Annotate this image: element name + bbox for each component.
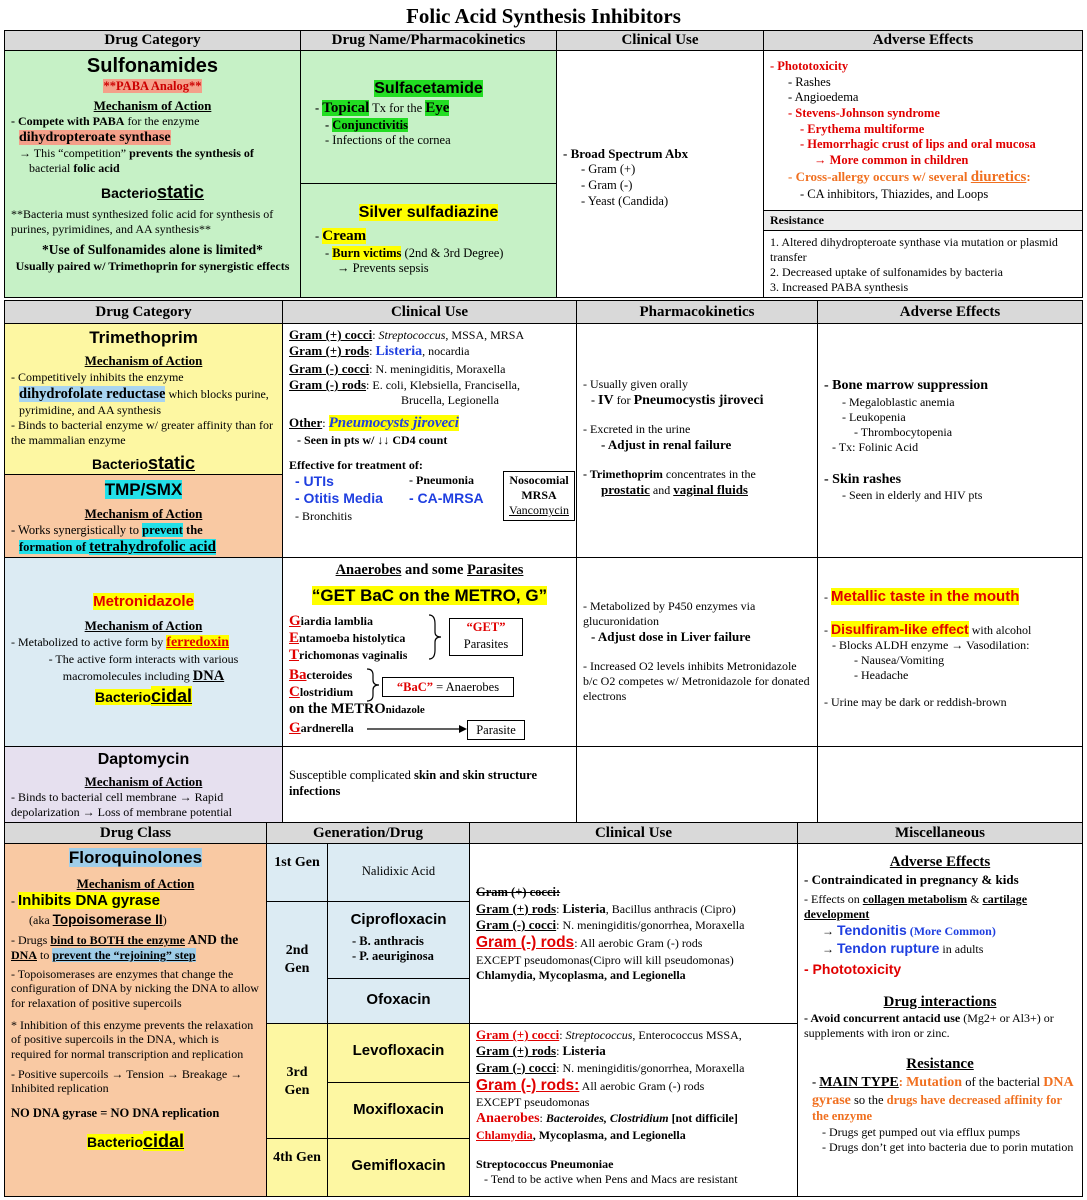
header-miscellaneous: Miscellaneous	[797, 822, 1083, 844]
cd4-note: - Seen in pts w/ ↓↓ CD4 count	[297, 433, 448, 447]
metronidazole-cell	[4, 557, 283, 747]
sulfonamides-cell	[4, 50, 301, 298]
pk-item: for	[613, 393, 634, 407]
tmp-adverse-effects	[817, 323, 1083, 558]
use-item: - Gram (+)	[581, 162, 636, 177]
ae-item: - Erythema multiforme	[800, 121, 925, 136]
organism: richomonas vaginalis	[299, 648, 408, 663]
organism: ardnerella	[300, 721, 354, 736]
other-label: Other	[289, 415, 323, 431]
misc-item: →	[822, 941, 837, 956]
moa-heading: Mechanism of Action	[84, 617, 203, 633]
paired-note: Usually paired w/ Trimethoprin for synergistic effects	[15, 258, 290, 273]
organism: , nocardia	[422, 344, 470, 359]
drug-name: Sulfacetamide	[374, 80, 483, 97]
effective-heading: Effective for treatment of:	[289, 458, 423, 472]
bacteriostatic: static	[148, 452, 196, 473]
ae-item: - CA inhibitors, Thiazides, and Loops	[800, 187, 989, 202]
fq-miscellaneous	[797, 843, 1083, 1197]
organism: All aerobic Gram (-) rods	[579, 1078, 705, 1093]
pk-item: IV	[598, 393, 614, 408]
misc-item: of the bacterial	[962, 1075, 1044, 1089]
mnemonic: “GET BaC on the METRO, G”	[311, 586, 548, 606]
misc-item: Tendon rupture	[837, 939, 940, 956]
floroquinolones-cell	[4, 843, 267, 1197]
sulfa-adverse-effects	[763, 50, 1083, 211]
organism: cteroides	[306, 668, 353, 683]
bactericidal: cidal	[143, 1130, 185, 1151]
tmp-smx-cell	[4, 474, 283, 558]
moa-text: tetrahydrofolic acid	[89, 539, 216, 556]
ae-item: → More common in children	[814, 152, 969, 167]
moa-text: - The active form interacts with various macromolecules including	[48, 651, 239, 683]
organism: Gram (-) cocci	[476, 1059, 557, 1075]
moa-heading: Mechanism of Action	[84, 774, 203, 789]
ae-item: - Headache	[854, 668, 909, 683]
ae-item: - Angioedema	[788, 90, 859, 105]
moa-text: - Compete with PABA	[11, 113, 125, 128]
organism: Gram (-) cocci	[289, 360, 370, 376]
burn: (2nd & 3rd Degree)	[401, 245, 504, 260]
header-clinical-use: Clinical Use	[556, 30, 764, 51]
drug-note: - P. aeuriginosa	[352, 949, 434, 964]
ae-item: - Skin rashes	[824, 471, 902, 487]
header-clinical-use: Clinical Use	[282, 300, 577, 324]
pk-item: -	[591, 393, 598, 407]
misc-item: - Drugs get pumped out via efflux pumps	[822, 1124, 1021, 1139]
misc-item: cartilage development	[804, 892, 1028, 921]
moa-text: bacterial	[29, 161, 74, 176]
bacteriostatic: Bacterio	[100, 185, 157, 202]
use-text: Eye	[425, 100, 450, 116]
metro-clinical-use	[282, 557, 577, 747]
resistance-item: 2. Decreased uptake of sulfonamides by bacteria	[770, 265, 1003, 279]
organism: EXCEPT pseudomonas	[476, 1095, 590, 1110]
moa-text: - Positive supercoils → Tension → Breakage → Inhibited replication	[11, 1067, 243, 1096]
moa-text: to	[37, 948, 53, 963]
organism: Gram (-) cocci	[476, 916, 557, 932]
organism: :	[559, 1028, 566, 1042]
enzyme-name: dihydrofolate reductase	[19, 385, 166, 402]
moa-text: - Binds to bacterial cell membrane → Rapid depolarization → Loss of membrane potential	[11, 790, 232, 820]
organism: Gram (+) rods	[476, 900, 557, 916]
use-text: Susceptible complicated	[289, 768, 414, 782]
header-drug-category: Drug Category	[4, 300, 283, 324]
moa-text: DNA	[11, 948, 37, 963]
indication: - Otitis Media	[295, 490, 383, 506]
use-item: - Broad Spectrum Abx	[563, 146, 689, 161]
use-heading: Anaerobes	[335, 562, 402, 578]
resistance-item: 3. Increased PABA synthesis	[770, 280, 909, 294]
moa-heading: Mechanism of Action	[76, 876, 195, 892]
resistance-heading: Resistance	[763, 210, 1083, 231]
ae-item: - Phototoxicity	[770, 59, 849, 73]
organism: : N. meningiditis, Moraxella	[369, 361, 506, 376]
mnemonic-text: nidazole	[385, 704, 425, 717]
organism: Gram (+) cocci:	[476, 885, 561, 899]
moa-text: Topoisomerase II	[52, 911, 163, 927]
moa-text: * Inhibition of this enzyme prevents the relaxation of positive supercoils in the DNA, which is required for normal transcription and replication	[11, 1017, 254, 1061]
daptomycin-cell	[4, 746, 283, 823]
ae-item: - Blocks ALDH enzyme → Vasodilation:	[832, 638, 1030, 653]
drug-name: Silver sulfadiazine	[358, 204, 499, 221]
organism: :	[369, 344, 376, 359]
organism: :	[372, 328, 379, 342]
organism: Streptococcus	[565, 1028, 633, 1042]
pk-item: - Usually given orally	[583, 377, 688, 391]
moa-heading: Mechanism of Action	[93, 97, 212, 113]
organism: iardia lamblia	[300, 614, 374, 629]
indication: - Pneumonia	[409, 473, 475, 487]
pk-item: - Adjust dose in Liver failure	[591, 629, 751, 644]
moa-text: - Metabolized to active form by	[11, 635, 167, 649]
mnemonic-text: on the METRO	[289, 701, 386, 718]
moa-text: - Works synergistically to	[11, 522, 143, 537]
misc-item: Tendonitis	[837, 922, 907, 938]
mnemonic-letter: E	[289, 630, 300, 647]
misc-heading: Adverse Effects	[889, 854, 991, 870]
moa-text: NO DNA gyrase = NO DNA replication	[11, 1105, 220, 1120]
organism: Streptococcus Pneumoniae	[476, 1156, 614, 1171]
pk-item: concentrates in the	[662, 466, 756, 481]
mnemonic-letter: Ba	[289, 667, 307, 684]
misc-item: - Effects on	[804, 892, 863, 906]
moa-text: for the enzyme	[124, 113, 200, 128]
mnemonic-letter: C	[289, 684, 300, 701]
organism: :	[556, 1044, 563, 1059]
header-drug-name: Drug Name/Pharmacokinetics	[300, 30, 557, 51]
limited-note: *Use of Sulfonamides alone is limited*	[42, 241, 263, 257]
moa-text: - Binds to bacterial enzyme w/ greater affinity than for the mammalian enzyme	[11, 417, 274, 447]
bacteriostatic: static	[157, 182, 205, 203]
organism: - Tend to be active when Pens and Macs are resistant	[484, 1171, 738, 1186]
organism: , Bacillus anthracis (Cipro)	[605, 901, 736, 916]
silver-sulfadiazine-cell: Silver sulfadiazine - Cream - Burn victims (2nd & 3rd Degree) → Prevents sepsis	[300, 183, 557, 298]
use-item: - Yeast (Candida)	[581, 193, 669, 208]
metro-adverse-effects: - Metallic taste in the mouth - Disulfiram-like effect with alcohol - Blocks ALDH enzyme → Vasodilation: - Nausea/Vomiting - Headache - Urine may be dark or reddish-brown	[817, 557, 1083, 747]
header-drug-class: Drug Class	[4, 822, 267, 844]
pk-item: - Excreted in the urine	[583, 421, 691, 436]
moa-text: - Competitively inhibits the enzyme	[11, 369, 184, 384]
pk-item: - Increased O2 levels inhibits Metronidazole b/c O2 competes w/ Metronidazole for donated electrons	[583, 659, 810, 704]
organism: Chlamydia	[476, 1127, 533, 1142]
misc-item: so the	[850, 1092, 887, 1107]
page-title: Folic Acid Synthesis Inhibitors	[406, 4, 681, 28]
organism: Listeria	[562, 1043, 606, 1059]
moa-text: which blocks purine, pyrimidine, and AA synthesis	[19, 386, 269, 417]
dapto-pk-empty	[576, 746, 818, 823]
bac-box-text: “BaC”	[396, 680, 434, 695]
misc-item: &	[967, 892, 983, 906]
header-adverse-effects: Adverse Effects	[817, 300, 1083, 324]
enzyme-name: dihydropteroate synthase	[19, 129, 171, 145]
use-heading: Parasites	[467, 562, 524, 578]
moa-text: the	[182, 522, 203, 537]
header-drug-category: Drug Category	[4, 30, 301, 51]
moa-text: folic acid	[73, 161, 120, 176]
moa-text: prevent the “rejoining” step	[52, 948, 196, 963]
indication: - Bronchitis	[295, 509, 352, 523]
levofloxacin: Levofloxacin	[327, 1023, 470, 1083]
moa-text: ferredoxin	[166, 635, 230, 650]
organism: : N. meningiditis/gonorrhea, Moraxella	[556, 1060, 745, 1075]
ae-item: with alcohol	[968, 622, 1032, 637]
misc-item: - Avoid concurrent antacid use	[804, 1011, 961, 1026]
ae-item: - Megaloblastic anemia	[842, 394, 955, 409]
bactericidal: Bacterio	[94, 688, 151, 705]
misc-item: - Drugs don’t get into bacteria due to porin mutation	[822, 1139, 1074, 1154]
organism: : All aerobic Gram (-) rods	[574, 936, 703, 951]
organism: Gram (+) rods	[289, 343, 370, 359]
moa-text: prevent	[142, 522, 183, 537]
ae-item: diuretics	[970, 169, 1027, 186]
bac-box-text: = Anaerobes	[433, 680, 500, 695]
metro-pharmacokinetics	[576, 557, 818, 747]
ofoxacin: Ofoxacin	[327, 978, 470, 1024]
drug-name: Floroquinolones	[68, 848, 203, 867]
moa-text: AND the	[185, 932, 239, 948]
organism: Bacteroides, Clostridium	[545, 1111, 669, 1126]
mnemonic-letter: G	[289, 613, 301, 630]
fq-clinical-use-early	[469, 843, 798, 1024]
organism: Gram (-) rods:	[476, 1076, 580, 1094]
moa-text: )	[162, 912, 167, 927]
bactericidal: Bacterio	[86, 1133, 143, 1150]
trimethoprim-cell	[4, 323, 283, 475]
sulfa-clinical-use	[556, 50, 764, 298]
ae-item: Metallic taste in the mouth	[831, 588, 1020, 605]
drug-name: Trimethoprim	[89, 328, 198, 347]
gen-3: 3rd Gen	[266, 1023, 328, 1139]
use-text: Topical	[322, 100, 370, 116]
misc-item: -	[812, 1075, 820, 1089]
drug-name: Daptomycin	[97, 751, 190, 768]
pk-item: - Adjust in renal failure	[601, 436, 732, 452]
tmp-pharmacokinetics	[576, 323, 818, 558]
organism: , Mycoplasma, and Legionella	[532, 1127, 686, 1142]
fq-clinical-use-late	[469, 1023, 798, 1197]
use-text: -	[325, 117, 333, 132]
burn: Burn victims	[332, 245, 402, 260]
header-generation-drug: Generation/Drug	[266, 822, 470, 844]
misc-heading: Resistance	[906, 1056, 974, 1073]
drug-name: Ciprofloxacin	[350, 911, 447, 928]
pneumocystis: Pneumocysts jiroveci	[328, 415, 459, 432]
organism: Gram (+) rods	[476, 1043, 557, 1059]
ciprofloxacin-cell	[327, 901, 470, 979]
gen-1: 1st Gen	[266, 843, 328, 902]
moxifloxacin: Moxifloxacin	[327, 1082, 470, 1139]
drug-name: Sulfonamides	[86, 55, 219, 77]
prevents-sepsis: → Prevents sepsis	[337, 261, 429, 276]
misc-item: DNA gyrase	[812, 1075, 1073, 1108]
indication: - UTIs	[295, 473, 334, 489]
misc-item: (Mg2+ or Al3+) or supplements with iron or zinc.	[804, 1011, 1054, 1041]
tmp-clinical-use: Gram (+) cocci: Streptococcus, MSSA, MRSA Gram (+) rods: Listeria, nocardia Gram (-) cocci: N. meningiditis, Moraxella Gram (-) rods: E. coli, Klebsiella, Francisella, Brucella, Legionella Other: Pneumocysts jiroveci - Seen in pts w/ ↓↓ CD4 count Effective for treatment of: - UTIs - Otitis Media - Bronchitis - Pneumonia - CA-MRSA Nosocomial MRSA Vancomycin	[282, 323, 577, 558]
resistance-cell	[763, 230, 1083, 298]
misc-heading: Drug interactions	[883, 993, 997, 1010]
nalidixic-acid: Nalidixic Acid	[327, 843, 470, 902]
pk-item: and	[649, 482, 674, 497]
ae-item: - Leukopenia	[842, 409, 906, 424]
nosocomial-text: Vancomycin	[509, 503, 569, 517]
ae-item: - Tx: Folinic Acid	[832, 439, 919, 454]
nosocomial-text: MRSA	[521, 488, 557, 502]
use-item: - Gram (-)	[581, 177, 633, 192]
ae-item: - Cross-allergy occurs w/ several	[788, 169, 971, 185]
gen-2: 2nd Gen	[266, 901, 328, 1024]
header-adverse-effects: Adverse Effects	[763, 30, 1083, 51]
ae-item: Disulfiram-like effect	[831, 620, 969, 637]
moa-text: -	[11, 893, 18, 908]
sulfacetamide-cell	[300, 50, 557, 184]
misc-item: Mutation	[906, 1075, 963, 1090]
use-text: - Infections of the cornea	[325, 133, 451, 148]
get-box-text: “GET”	[466, 620, 506, 635]
organism: Anaerobes	[476, 1111, 540, 1127]
note: **Bacteria must synthesized folic acid for synthesis of purines, pyrimidines, and AA synthesis**	[11, 206, 274, 236]
moa-text: - Drugs	[11, 933, 51, 948]
organism: : E. coli, Klebsiella, Francisella,	[366, 378, 520, 392]
bac-box	[382, 677, 514, 697]
bactericidal: cidal	[151, 685, 193, 706]
use-text: Conjunctivitis	[332, 117, 408, 132]
moa-text: DNA	[192, 667, 225, 684]
misc-item: →	[822, 924, 837, 938]
ae-item: - Rashes	[788, 74, 831, 89]
misc-item: collagen metabolism	[862, 892, 968, 906]
cream: Cream	[322, 228, 367, 244]
moa-text: Inhibits DNA gyrase	[18, 891, 160, 909]
ae-item: - Urine may be dark or reddish-brown	[824, 695, 1007, 710]
ae-item: - Hemorrhagic crust of lips and oral mucosa	[800, 137, 1036, 152]
misc-item: MAIN TYPE	[819, 1075, 899, 1090]
organism: Gram (+) cocci	[289, 327, 373, 342]
ae-item: - Bone marrow suppression	[824, 378, 989, 393]
mnemonic-letter: G	[289, 720, 301, 737]
organism: : N. meningiditis/gonorrhea, Moraxella	[556, 917, 745, 932]
dapto-ae-empty	[817, 746, 1083, 823]
use-heading: and some	[401, 562, 468, 578]
organism: lostridium	[299, 685, 354, 700]
moa-text: bind to BOTH the enzyme	[50, 933, 185, 948]
organism: Gram (+) cocci	[476, 1027, 560, 1042]
get-box	[449, 618, 523, 656]
organism: Listeria	[562, 900, 606, 916]
moa-text: (aka	[29, 912, 53, 927]
misc-item: (More Common)	[906, 924, 996, 938]
misc-item: :	[898, 1075, 907, 1089]
moa-heading: Mechanism of Action	[84, 353, 203, 369]
misc-item: drugs have decreased affinity for the enzyme	[812, 1092, 1062, 1123]
misc-item: - Contraindicated in pregnancy & kids	[804, 871, 1019, 887]
misc-item: in adults	[939, 941, 984, 956]
mnemonic-letter: T	[289, 647, 300, 664]
dapto-clinical-use	[282, 746, 577, 823]
organism: ntamoeba histolytica	[299, 631, 406, 646]
get-box-text: Parasites	[463, 637, 509, 652]
organism: :	[539, 1111, 546, 1126]
nosocomial-box	[503, 471, 575, 521]
organism: Streptococcus	[378, 328, 446, 342]
ae-item: - Stevens-Johnson syndrome	[788, 105, 940, 120]
nosocomial-text: Nosocomial	[509, 473, 569, 487]
misc-item: - Phototoxicity	[804, 961, 902, 977]
use-text: skin and skin structure infections	[289, 768, 538, 798]
pk-item: prostatic	[601, 481, 650, 497]
organism: Brucella, Legionella	[401, 393, 499, 408]
use-text: -	[315, 101, 323, 115]
moa-text: formation of	[19, 540, 90, 555]
organism: EXCEPT pseudomonas(Cipro will kill pseudomonas)	[476, 952, 734, 967]
pk-item: vaginal fluids	[673, 481, 748, 497]
organism: Listeria	[375, 344, 423, 360]
paba-analog: **PABA Analog**	[103, 79, 202, 93]
parasite-box: Parasite	[467, 720, 525, 740]
pk-item: - Trimethoprim	[583, 466, 663, 481]
ae-item: - Nausea/Vomiting	[854, 653, 945, 668]
organism: , MSSA, MRSA	[445, 328, 525, 342]
gemifloxacin: Gemifloxacin	[327, 1138, 470, 1197]
drug-note: - B. anthracis	[352, 933, 424, 948]
moa-text: - Topoisomerases are enzymes that change the configuration of DNA by nicking the DNA to allow for relaxation of positive supercoils	[11, 966, 259, 1010]
ae-item: - Seen in elderly and HIV pts	[842, 488, 983, 502]
ae-item: - Thrombocytopenia	[854, 424, 953, 439]
organism: Gram (-) rods	[476, 934, 575, 952]
use-text: Tx for the	[369, 101, 426, 115]
moa-text: prevents the synthesis of	[129, 146, 254, 161]
bacteriostatic: Bacterio	[91, 455, 148, 472]
indication: - CA-MRSA	[409, 490, 484, 506]
moa-heading: Mechanism of Action	[84, 506, 203, 522]
organism: Chlamydia, Mycoplasma, and Legionella	[476, 967, 686, 982]
header-clinical-use: Clinical Use	[469, 822, 798, 844]
ae-item: :	[1026, 169, 1031, 185]
organism: :	[556, 901, 563, 916]
moa-text: → This “competition”	[19, 146, 130, 161]
resistance-item: 1. Altered dihydropteroate synthase via mutation or plasmid transfer	[770, 235, 1058, 264]
pk-item: - Metabolized by P450 enzymes via glucuronidation	[583, 599, 756, 628]
pk-item: Pneumocystis jiroveci	[633, 393, 764, 408]
organism: [not difficile]	[668, 1111, 738, 1126]
organism: , Enterococcus MSSA,	[632, 1028, 742, 1042]
drug-name: TMP/SMX	[104, 480, 183, 499]
drug-name: Metronidazole	[93, 593, 194, 610]
header-pharmacokinetics: Pharmacokinetics	[576, 300, 818, 324]
organism: Gram (-) rods	[289, 377, 367, 392]
gen-4: 4th Gen	[266, 1138, 328, 1197]
